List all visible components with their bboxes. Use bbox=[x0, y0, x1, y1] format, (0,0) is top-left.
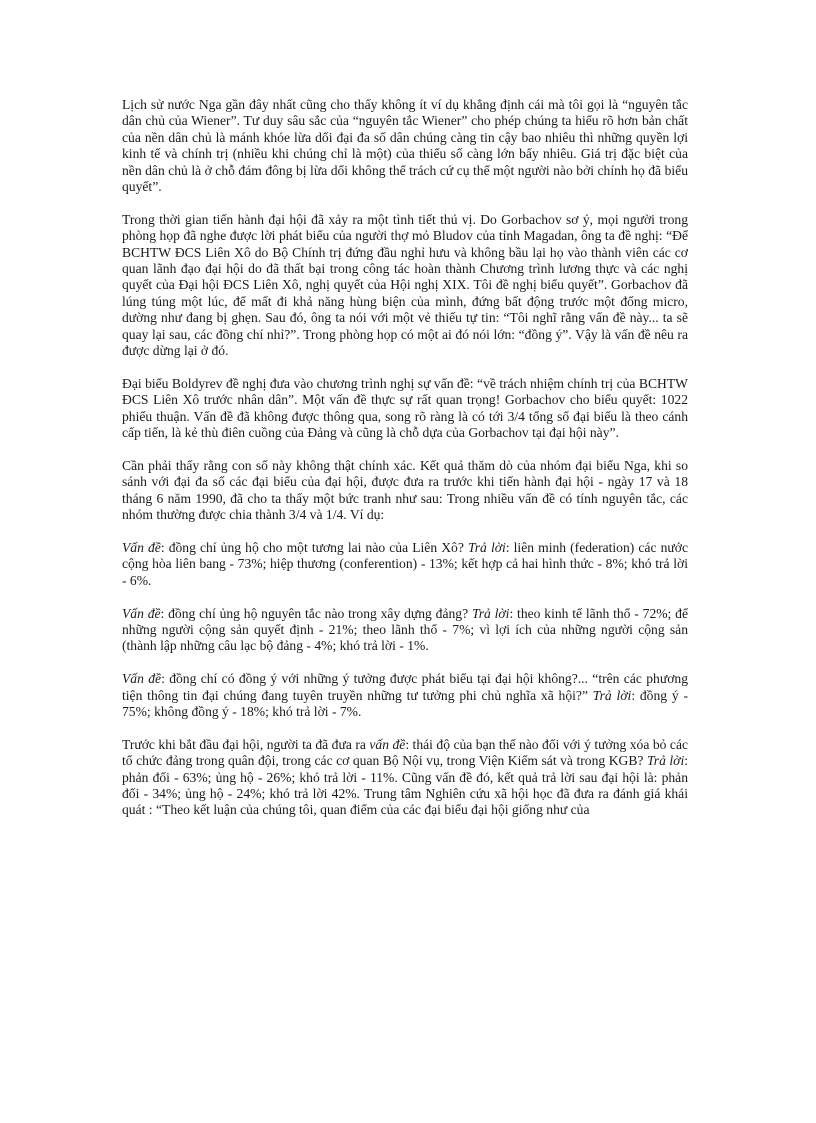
question-label: Vấn đề bbox=[122, 671, 162, 687]
paragraph-survey-intro bbox=[122, 458, 688, 524]
question-label: vấn đề bbox=[369, 736, 406, 752]
paragraph-text: Lịch sử nước Nga gần đây nhất cũng cho thấy không ít ví dụ khẳng định cái mà tôi gọi là “nguyên tắc dân chủ của Wiener”. Tư duy sâu sắc của “nguyên tắc Wiener” cho phép chúng ta hiểu rõ hơn bản chất của nền dân chủ là mánh khóe lừa dối đại đa số dân chúng càng tin cậy bao nhiêu thì những quyền lợi kinh tế và chính trị (nhiều khi chúng chỉ là một) của thiểu số càng lớn bấy nhiêu. Giá trị đặc biệt của nền dân chủ là ở chỗ đám đông bị lừa dối không thể trách cứ cụ thể một người nào bởi chính họ đã biểu quyết”. bbox=[122, 97, 688, 195]
question-text: : đồng chí ủng hộ nguyên tắc nào trong xây dựng đảng? bbox=[160, 605, 472, 621]
answer-label: Trả lời bbox=[592, 687, 632, 703]
question-text: : đồng chí ủng hộ cho một tương lai nào của Liên Xô? bbox=[160, 539, 468, 555]
answer-text: : phản đối - 63%; ủng hộ - 26%; khó trả lời - 11%. Cũng vấn đề đó, kết quả trả lời sau đại hội là: phản đối - 34%; ủng hộ - 24%; khó trả lời 42%. Trung tâm Nghiên cứu xã hội học đã đưa ra đánh giá khái quát : “Theo kết luận của chúng tôi, quan điểm của các đại biểu đại hội giống như của bbox=[122, 753, 688, 818]
paragraph-question-1 bbox=[122, 540, 688, 589]
paragraph-text: Trong thời gian tiến hành đại hội đã xảy ra một tình tiết thú vị. Do Gorbachov sơ ý, mọi người trong phòng họp đã nghe được lời phát biểu của người thợ mỏ Bludov của tỉnh Magadan, ông ta đề nghị: “Để BCHTW ĐCS Liên Xô do Bộ Chính trị đứng đầu nghỉ hưu và không bầu lại họ vào thành viên các cơ quan lãnh đạo đại hội do đã thất bại trong công tác hoàn thành Chương trình lương thực và các nghị quyết của Đại hội ĐCS Liên Xô, nghị quyết của Hội nghị XIX. Tôi đề nghị biểu quyết”. Gorbachov đã lúng túng một lúc, để mất đi khả năng hùng biện của mình, đứng bất động trước một đống micro, dường như đang bị ghẹn. Sau đó, ông ta nói với một vẻ thiếu tự tin: “Tôi nghĩ rằng vấn đề này... ta sẽ quay lại sau, các đồng chí nhỉ?”. Trong phòng họp có một ai đó nói lớn: “đồng ý”. Vậy là vấn đề nêu ra được dừng lại ở đó. bbox=[122, 211, 688, 359]
document-page bbox=[122, 97, 688, 835]
paragraph-text: Cần phải thấy rằng con số này không thật chính xác. Kết quả thăm dò của nhóm đại biểu Nga, khi so sánh với đại đa số các đại biểu của đại hội, được đưa ra trước khi tiến hành đại hội - ngày 17 và 18 tháng 6 năm 1990, đã cho ta thấy một bức tranh như sau: Trong nhiều vấn đề có tính nguyên tắc, các nhóm thường được chia thành 3/4 và 1/4. Ví dụ: bbox=[122, 457, 688, 523]
answer-label: Trả lời bbox=[471, 605, 510, 621]
question-label: Vấn đề bbox=[122, 539, 161, 555]
answer-text: : đồng ý - 75%; không đồng ý - 18%; khó trả lời - 7%. bbox=[122, 687, 689, 719]
paragraph-question-3 bbox=[122, 671, 688, 720]
paragraph-boldyrev bbox=[122, 376, 688, 442]
paragraph-congress-incident bbox=[122, 212, 688, 360]
paragraph-text: Trước khi bắt đầu đại hội, người ta đã đưa ra bbox=[122, 736, 370, 752]
paragraph-question-2 bbox=[122, 606, 688, 655]
question-text: : đồng chí có đồng ý với những ý tưởng được phát biểu tại đại hội không?... “trên các phương tiện thông tin đại chúng đang tuyên truyền những tư tưởng phi chủ nghĩa xã hội?” bbox=[122, 671, 688, 703]
paragraph-text: Đại biểu Boldyrev đề nghị đưa vào chương trình nghị sự vấn đề: “về trách nhiệm chính trị của BCHTW ĐCS Liên Xô trước nhân dân”. Một vấn đề thực sự rất quan trọng! Gorbachov cho biểu quyết: 1022 phiếu thuận. Vấn đề đã không được thông qua, song rõ ràng là có tới 3/4 tổng số đại biểu là theo cánh cấp tiến, là kẻ thù điên cuồng của Đảng và cũng là chỗ dựa của Gorbachov tại đại hội này”. bbox=[122, 375, 688, 441]
question-text: : thái độ của bạn thế nào đối với ý tưởng xóa bỏ các tổ chức đảng trong quân đội, trong các cơ quan Bộ Nội vụ, trong Viện Kiểm sát và trong KGB? bbox=[122, 736, 689, 769]
question-label: Vấn đề bbox=[122, 605, 161, 621]
answer-label: Trả lời bbox=[467, 539, 506, 555]
answer-label: Trả lời bbox=[646, 753, 685, 769]
answer-text: : theo kinh tế lãnh thổ - 72%; để những người cộng sản quyết định - 21%; theo lãnh thổ - 7%; vì lợi ích của những người cộng sản (thành lập những câu lạc bộ đảng - 4%; khó trả lời - 1%. bbox=[122, 605, 688, 654]
paragraph-intro bbox=[122, 97, 688, 195]
answer-text: : liên minh (federation) các nước cộng hòa liên bang - 73%; hiệp thương (conferention) - 13%; kết hợp cả hai hình thức - 8%; khó trả lời - 6%. bbox=[122, 539, 688, 588]
paragraph-pre-congress-survey bbox=[122, 737, 688, 819]
